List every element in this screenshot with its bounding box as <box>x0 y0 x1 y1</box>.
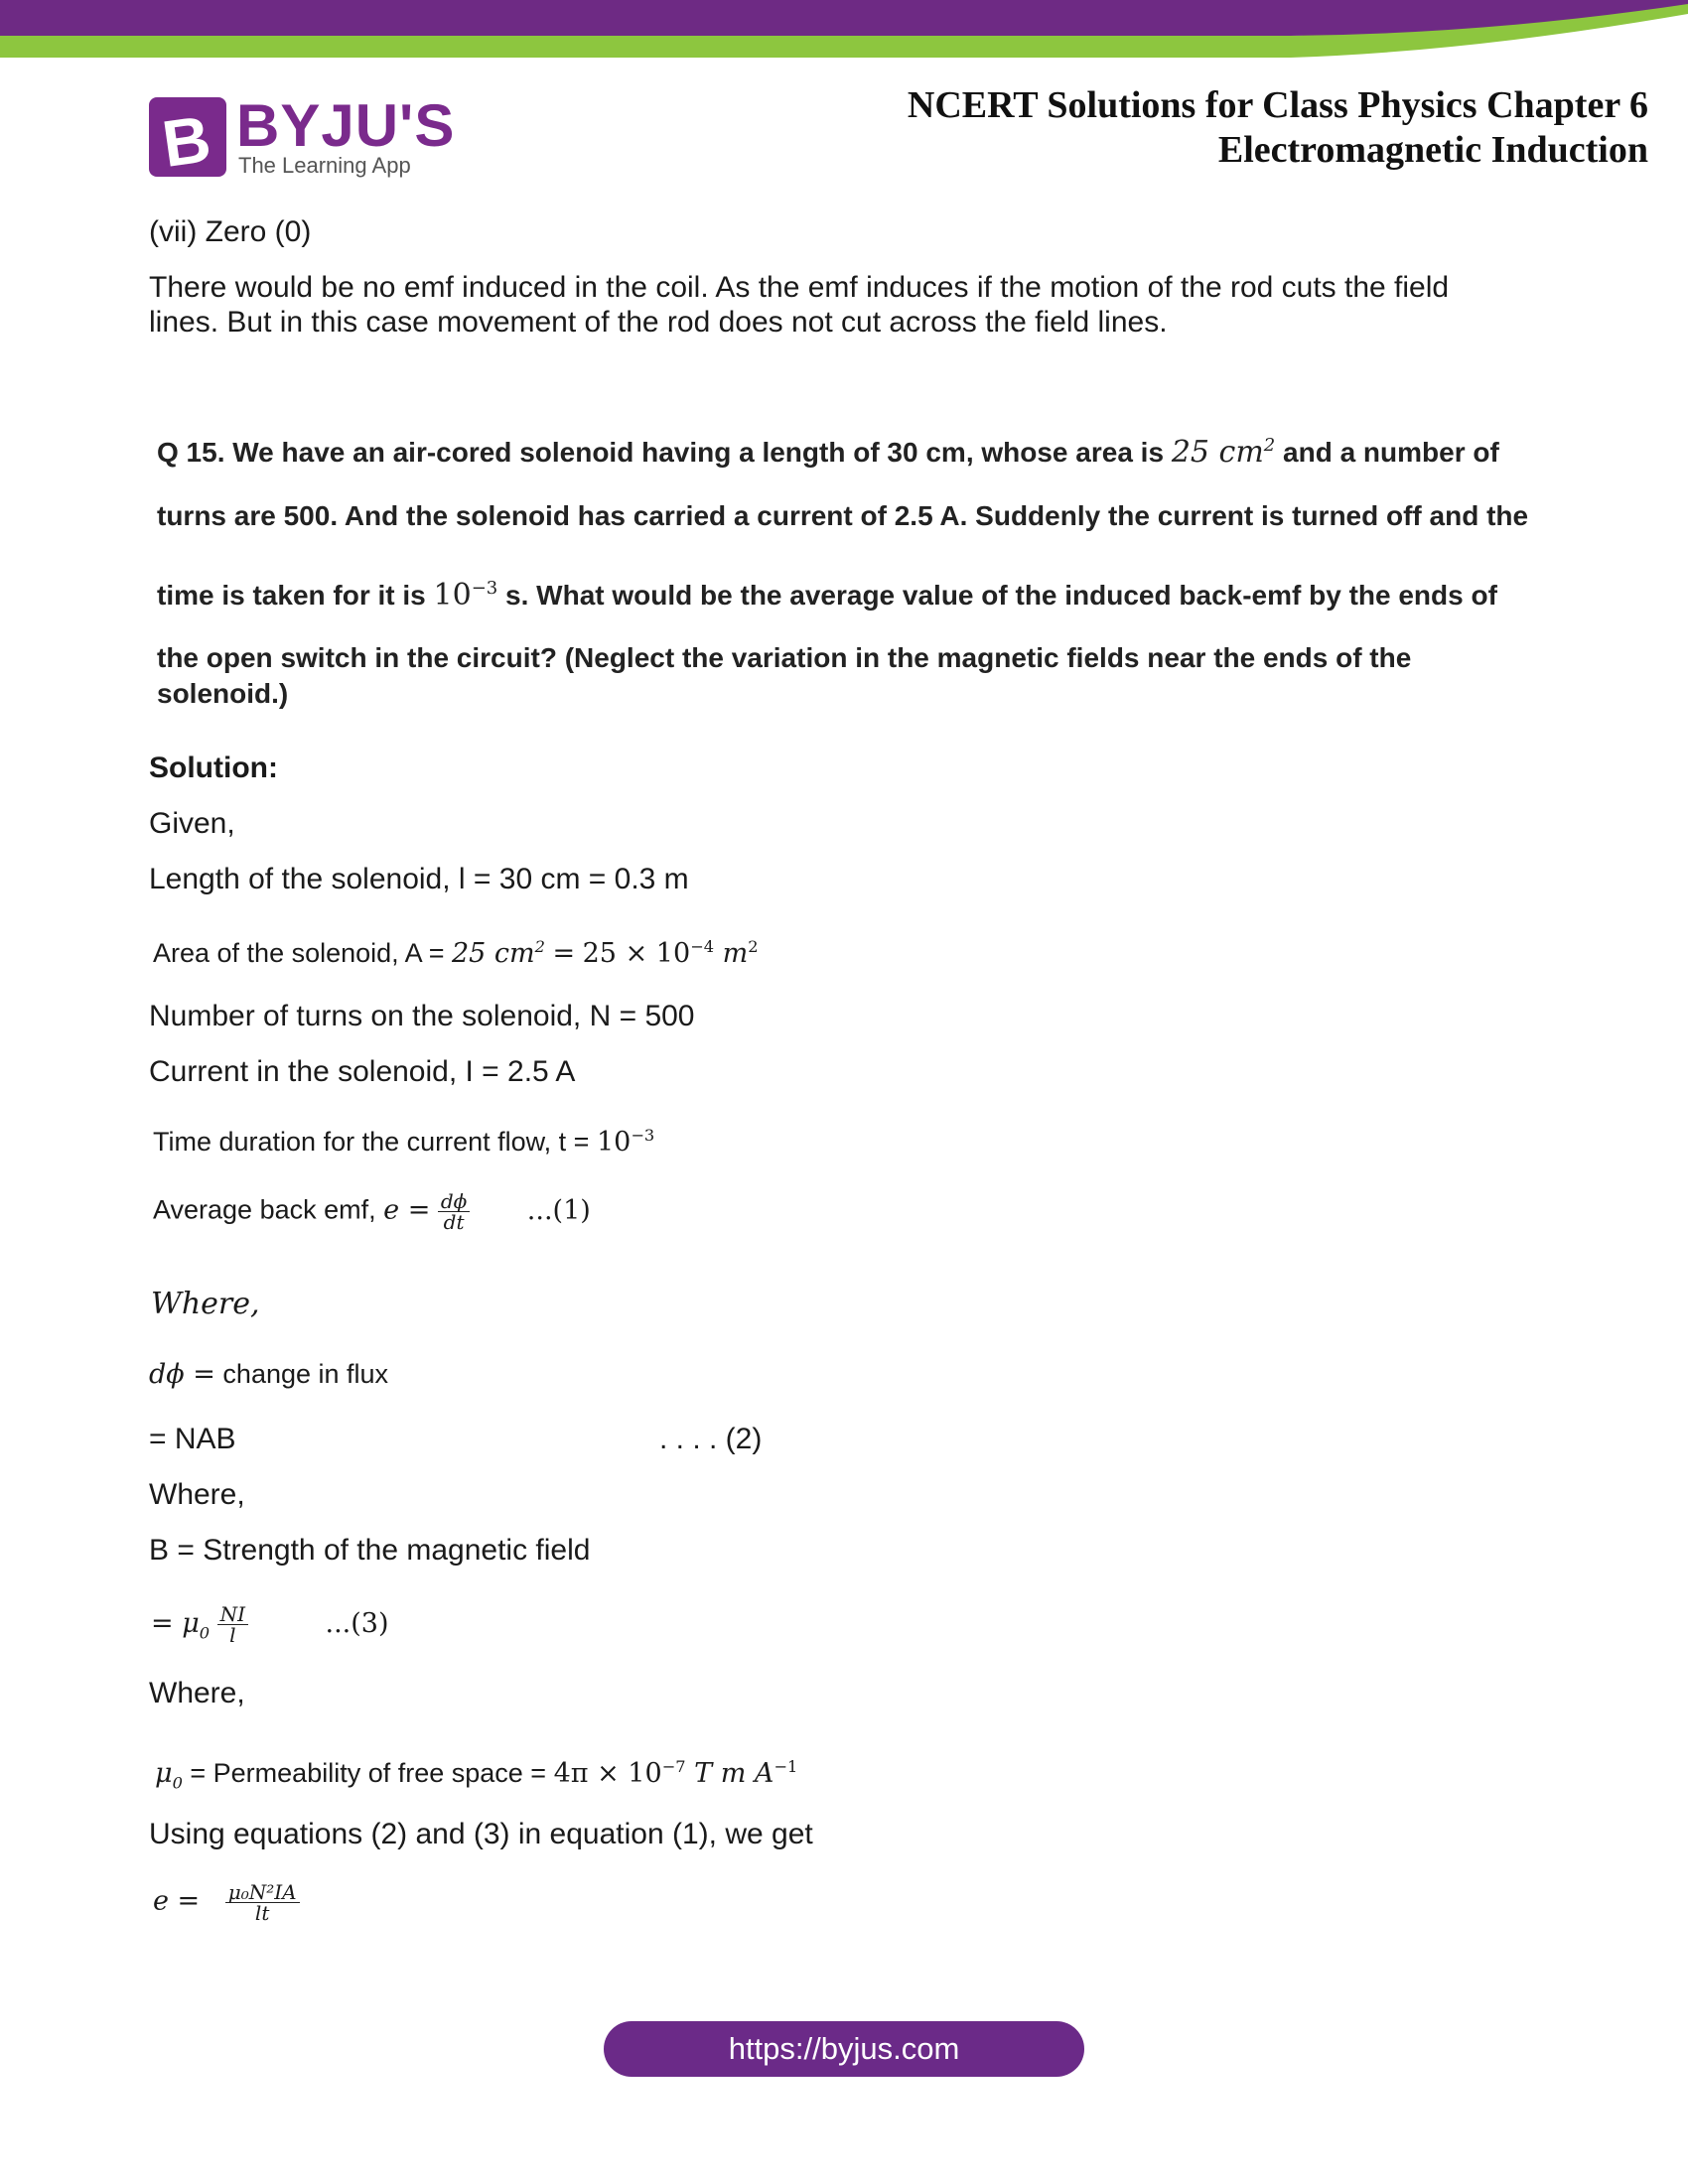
emf-ref: ...(1) <box>526 1194 591 1226</box>
b-equation <box>151 1604 389 1651</box>
area-lhs-math: 25 $cm^2$ <box>451 937 545 969</box>
q15-time-math: $10^{-3}$ <box>433 578 498 613</box>
q15-line-1 <box>157 429 1499 470</box>
given-time <box>153 1118 654 1160</box>
vii-text-line-2: lines. But in this case movement of the rod does not cut across the field lines. <box>149 306 1168 339</box>
q15-line-3-text-a: time is taken for it is <box>157 580 426 611</box>
q15-line-5: solenoid.) <box>157 678 289 709</box>
given-current: Current in the solenoid, I = 2.5 A <box>149 1055 576 1088</box>
q15-line-1-text-a: Q 15. We have an air-cored solenoid having a length of 30 cm, whose area is <box>157 437 1165 468</box>
title-line-1: NCERT Solutions for Class Physics Chapter 6 <box>907 84 1648 126</box>
vii-text-line-1: There would be no emf induced in the coil. As the emf induces if the motion of the rod cuts the field <box>149 271 1450 304</box>
emf-fraction: $\frac{d\phi}{dt}$ <box>438 1191 470 1232</box>
document-title <box>908 83 1648 173</box>
top-decorative-band <box>0 0 1688 60</box>
mu-definition <box>155 1749 797 1801</box>
area-rhs-math: $25 \times 10^{-4}$ $m^2$ <box>582 937 759 969</box>
q15-line-4: the open switch in the circuit? (Neglect the variation in the magnetic fields near the ends of the <box>157 642 1412 673</box>
mu-symbol: $\mu_0$ <box>155 1758 183 1793</box>
brand-name: BYJU'S <box>236 92 456 159</box>
emf-label: Average back emf, <box>153 1194 376 1225</box>
where-label-3: Where, <box>149 1677 245 1709</box>
given-length: Length of the solenoid, l = 30 cm = 0.3 m <box>149 863 689 895</box>
mu-text: = Permeability of free space = <box>190 1758 547 1788</box>
dphi-definition <box>149 1356 388 1393</box>
byjus-logo-mark-icon: B <box>149 97 226 177</box>
footer-url-link[interactable]: https://byjus.com <box>604 2021 1084 2077</box>
q15-line-3-text-b: s. What would be the average value of the induced back-emf by the ends of <box>505 580 1497 611</box>
q15-line-1-text-b: and a number of <box>1283 437 1499 468</box>
given-turns: Number of turns on the solenoid, N = 500 <box>149 1000 695 1032</box>
given-label: Given, <box>149 807 235 840</box>
where-label-1: Where, <box>151 1287 260 1321</box>
byjus-logo[interactable] <box>149 92 456 181</box>
vii-heading: (vii) Zero (0) <box>149 215 312 248</box>
emf-lhs: e = <box>383 1194 431 1226</box>
time-label: Time duration for the current flow, t = <box>153 1127 590 1157</box>
using-equations-text: Using equations (2) and (3) in equation (1), we get <box>149 1818 813 1850</box>
b-lhs: = $\mu_0$ <box>151 1607 211 1643</box>
time-math: $10^{-3}$ <box>596 1126 655 1158</box>
given-area <box>153 929 759 972</box>
brand-tagline: The Learning App <box>238 153 411 178</box>
q15-line-2: turns are 500. And the solenoid has carried a current of 2.5 A. Suddenly the current is turned off and the <box>157 500 1529 531</box>
average-back-emf-equation <box>153 1191 591 1232</box>
dphi-text: change in flux <box>222 1359 389 1389</box>
area-equals: = <box>552 938 576 969</box>
final-fraction: $\frac{\text{μ₀N²IA}}{lt}$ <box>225 1882 300 1923</box>
b-fraction: $\frac{NI}{l}$ <box>217 1604 248 1645</box>
b-definition: B = Strength of the magnetic field <box>149 1534 591 1567</box>
b-ref: ...(3) <box>325 1607 389 1639</box>
nab-ref: . . . . (2) <box>659 1423 763 1455</box>
where-label-2: Where, <box>149 1478 245 1511</box>
nab-equation: = NAB <box>149 1423 236 1455</box>
dphi-lhs: dϕ = <box>149 1359 215 1390</box>
solution-label: Solution: <box>149 751 278 784</box>
final-equation <box>153 1882 300 1923</box>
final-lhs: e = <box>153 1885 201 1917</box>
title-line-2: Electromagnetic Induction <box>1217 129 1648 171</box>
mu-value: $4\pi \times 10^{-7}$ T m $A^{-1}$ <box>553 1757 798 1789</box>
q15-area-math: 25 $cm^2$ <box>1171 435 1276 470</box>
q15-line-3 <box>157 572 1497 613</box>
area-label: Area of the solenoid, A = <box>153 938 445 968</box>
